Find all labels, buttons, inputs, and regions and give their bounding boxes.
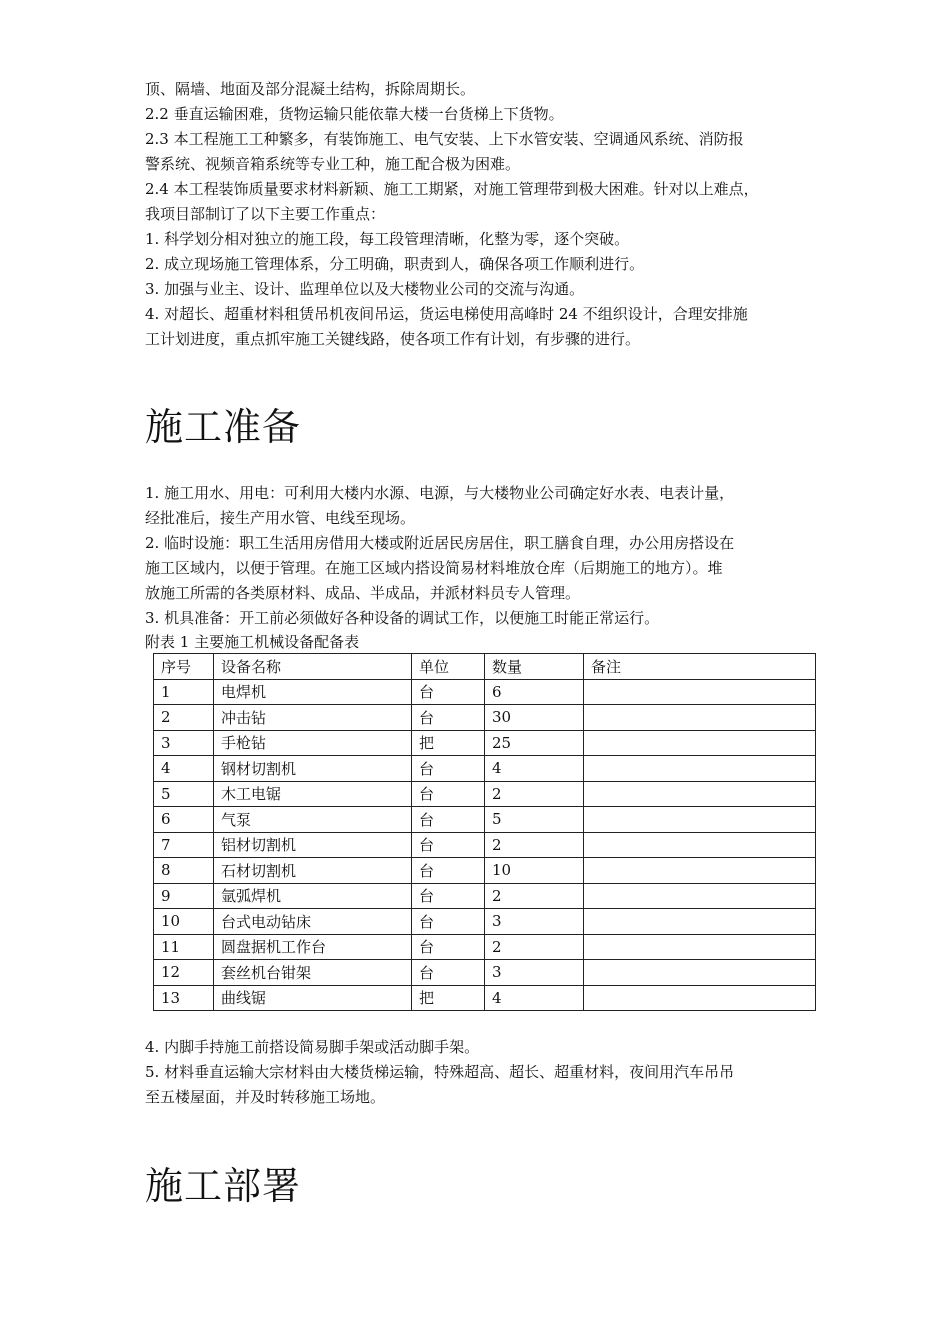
paragraph-line: 顶、隔墙、地面及部分混凝土结构，拆除周期长。 <box>145 80 476 98</box>
table-cell: 台 <box>412 807 485 833</box>
column-header: 备注 <box>584 654 816 680</box>
table-cell: 电焊机 <box>214 679 412 705</box>
table-cell: 手枪钻 <box>214 730 412 756</box>
table-cell: 5 <box>485 807 584 833</box>
paragraph-line: 4. 内脚手持施工前搭设简易脚手架或活动脚手架。 <box>145 1038 480 1056</box>
table-cell: 圆盘据机工作台 <box>214 934 412 960</box>
table-cell: 台 <box>412 883 485 909</box>
paragraph-line: 2.3 本工程施工工种繁多，有装饰施工、电气安装、上下水管安装、空调通风系统、消防报 <box>145 130 744 148</box>
after-table-text <box>145 1035 825 1110</box>
paragraph-line: 2. 临时设施：职工生活用房借用大楼或附近居民房居住，职工膳食自理，办公用房搭设在 <box>145 534 735 552</box>
table-cell <box>584 705 816 731</box>
paragraph-line: 4. 对超长、超重材料租赁吊机夜间吊运，货运电梯使用高峰时 24 不组织设计，合理安排施 <box>145 305 748 323</box>
table-cell: 台 <box>412 781 485 807</box>
table-row <box>154 909 816 935</box>
table-cell: 2 <box>485 934 584 960</box>
table-cell: 台 <box>412 679 485 705</box>
table-cell: 4 <box>485 985 584 1011</box>
table-cell: 台 <box>412 756 485 782</box>
table-row <box>154 960 816 986</box>
table-cell: 10 <box>485 858 584 884</box>
table-row <box>154 807 816 833</box>
table-cell: 11 <box>154 934 214 960</box>
paragraph-line: 1. 科学划分相对独立的施工段，每工段管理清晰，化整为零，逐个突破。 <box>145 230 630 248</box>
paragraph-line: 我项目部制订了以下主要工作重点： <box>145 205 386 223</box>
table-cell: 钢材切割机 <box>214 756 412 782</box>
table-cell: 台 <box>412 960 485 986</box>
paragraph-line: 3. 机具准备：开工前必须做好各种设备的调试工作，以便施工时能正常运行。 <box>145 609 660 627</box>
column-header: 数量 <box>485 654 584 680</box>
table-cell: 5 <box>154 781 214 807</box>
table-cell: 6 <box>154 807 214 833</box>
table-cell: 铝材切割机 <box>214 832 412 858</box>
table-cell: 10 <box>154 909 214 935</box>
table-cell: 6 <box>485 679 584 705</box>
column-header: 设备名称 <box>214 654 412 680</box>
table-row <box>154 679 816 705</box>
table-cell: 8 <box>154 858 214 884</box>
table-cell <box>584 934 816 960</box>
preparation-text <box>145 481 825 631</box>
table-cell: 台 <box>412 934 485 960</box>
table-cell: 1 <box>154 679 214 705</box>
table-cell <box>584 909 816 935</box>
table-caption: 附表 1 主要施工机械设备配备表 <box>145 633 360 651</box>
table-row <box>154 858 816 884</box>
table-cell: 气泵 <box>214 807 412 833</box>
table-cell <box>584 883 816 909</box>
paragraph-line: 2.4 本工程装饰质量要求材料新颖、施工工期紧，对施工管理带到极大困难。针对以上难点， <box>145 180 759 198</box>
table-cell: 2 <box>485 883 584 909</box>
intro-text <box>145 77 825 352</box>
table-cell: 台 <box>412 909 485 935</box>
paragraph-line: 2.2 垂直运输困难，货物运输只能依靠大楼一台货梯上下货物。 <box>145 105 564 123</box>
table-row <box>154 883 816 909</box>
table-row <box>154 832 816 858</box>
paragraph-line: 2. 成立现场施工管理体系，分工明确，职责到人，确保各项工作顺利进行。 <box>145 255 645 273</box>
table-cell: 12 <box>154 960 214 986</box>
table-cell: 2 <box>154 705 214 731</box>
table-row <box>154 985 816 1011</box>
table-cell: 13 <box>154 985 214 1011</box>
table-cell: 4 <box>154 756 214 782</box>
document-page <box>145 77 825 1210</box>
column-header: 序号 <box>154 654 214 680</box>
paragraph-line: 工计划进度，重点抓牢施工关键线路，使各项工作有计划，有步骤的进行。 <box>145 330 641 348</box>
table-row <box>154 756 816 782</box>
table-cell: 9 <box>154 883 214 909</box>
table-cell: 2 <box>485 781 584 807</box>
section-heading-preparation: 施工准备 <box>145 405 302 449</box>
table-cell: 台 <box>412 832 485 858</box>
table-row <box>154 730 816 756</box>
table-cell: 4 <box>485 756 584 782</box>
table-cell <box>584 985 816 1011</box>
table-cell: 台式电动钻床 <box>214 909 412 935</box>
paragraph-line: 放施工所需的各类原材料、成品、半成品，并派材料员专人管理。 <box>145 584 581 602</box>
paragraph-line: 5. 材料垂直运输大宗材料由大楼货梯运输，特殊超高、超长、超重材料，夜间用汽车吊吊 <box>145 1063 735 1081</box>
table-cell: 30 <box>485 705 584 731</box>
table-header-row <box>154 654 816 680</box>
table-cell: 氩弧焊机 <box>214 883 412 909</box>
table-cell <box>584 781 816 807</box>
paragraph-line: 至五楼屋面，并及时转移施工场地。 <box>145 1088 386 1106</box>
paragraph-line: 经批准后，接生产用水管、电线至现场。 <box>145 509 416 527</box>
table-cell: 石材切割机 <box>214 858 412 884</box>
table-body <box>154 679 816 1011</box>
table-cell: 曲线锯 <box>214 985 412 1011</box>
table-cell: 台 <box>412 858 485 884</box>
table-row <box>154 705 816 731</box>
table-cell: 台 <box>412 705 485 731</box>
table-cell: 25 <box>485 730 584 756</box>
section-heading-deployment: 施工部署 <box>145 1164 302 1208</box>
table-cell <box>584 807 816 833</box>
column-header: 单位 <box>412 654 485 680</box>
paragraph-line: 施工区域内，以便于管理。在施工区域内搭设简易材料堆放仓库（后期施工的地方）。堆 <box>145 559 723 577</box>
table-cell: 7 <box>154 832 214 858</box>
table-cell: 3 <box>154 730 214 756</box>
table-cell <box>584 679 816 705</box>
table-cell <box>584 756 816 782</box>
table-cell <box>584 730 816 756</box>
paragraph-line: 警系统、视频音箱系统等专业工种，施工配合极为困难。 <box>145 155 521 173</box>
table-cell <box>584 832 816 858</box>
table-cell: 3 <box>485 960 584 986</box>
paragraph-line: 3. 加强与业主、设计、监理单位以及大楼物业公司的交流与沟通。 <box>145 280 585 298</box>
table-cell: 2 <box>485 832 584 858</box>
table-cell: 木工电锯 <box>214 781 412 807</box>
equipment-table <box>153 653 816 1011</box>
table-cell <box>584 960 816 986</box>
table-cell: 把 <box>412 985 485 1011</box>
table-cell: 3 <box>485 909 584 935</box>
table-cell <box>584 858 816 884</box>
paragraph-line: 1. 施工用水、用电：可利用大楼内水源、电源，与大楼物业公司确定好水表、电表计量， <box>145 484 735 502</box>
table-cell: 套丝机台钳架 <box>214 960 412 986</box>
table-cell: 把 <box>412 730 485 756</box>
table-row <box>154 934 816 960</box>
table-row <box>154 781 816 807</box>
table-cell: 冲击钻 <box>214 705 412 731</box>
